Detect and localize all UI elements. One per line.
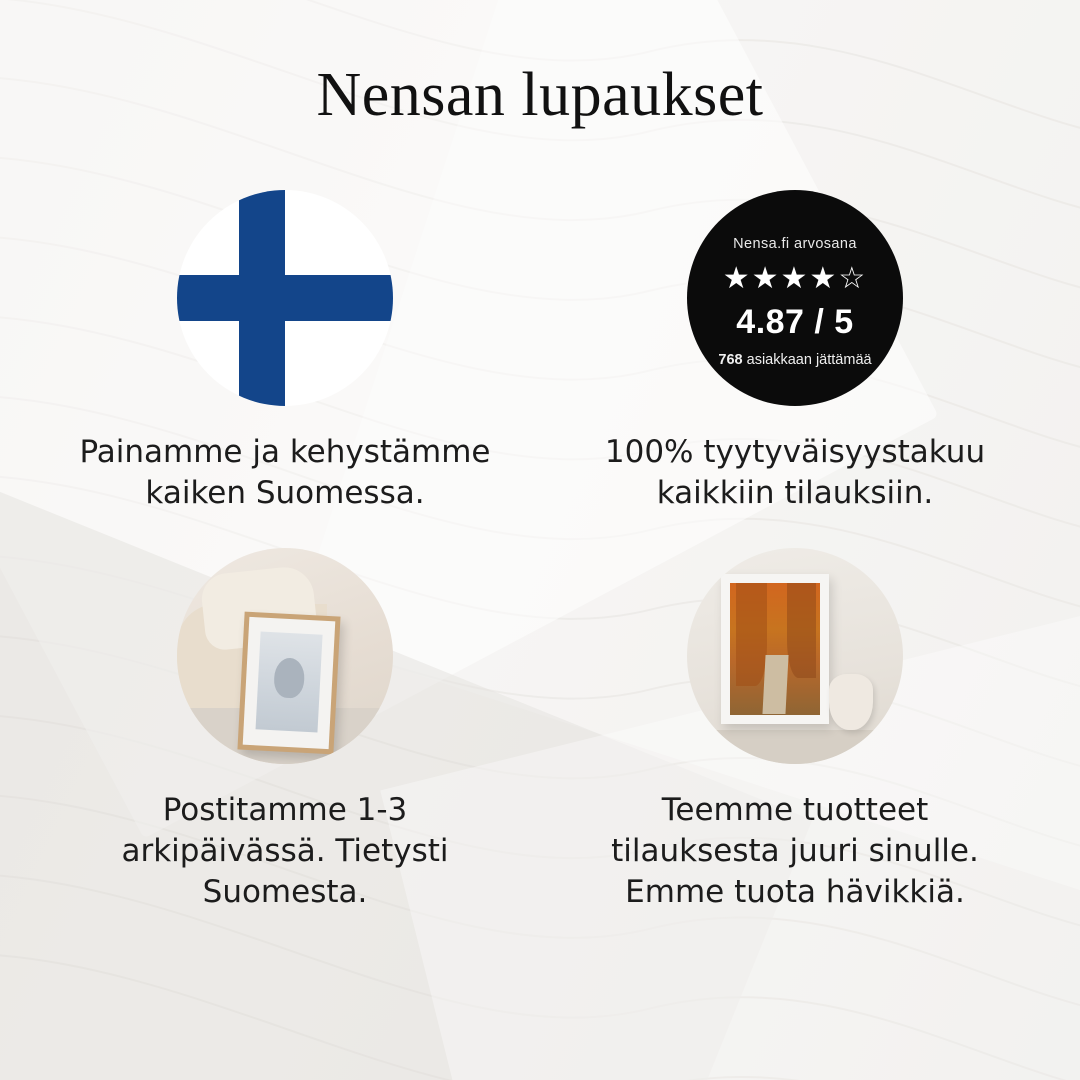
rating-count <box>718 352 871 368</box>
promise-item-shipping-time <box>40 548 530 913</box>
star-rating-icon: ★★★★☆ <box>722 262 868 295</box>
frame-artwork <box>256 631 323 732</box>
promises-grid <box>40 190 1040 913</box>
framed-print-on-sofa-photo <box>177 548 393 764</box>
page-title: Nensan lupaukset <box>316 61 764 129</box>
picture-frame <box>721 574 829 724</box>
promise-caption: 100% tyytyväisyystakuu kaikkiin tilauksiin. <box>604 434 986 511</box>
finland-flag-icon <box>177 190 393 406</box>
flag-horizontal-bar <box>177 275 393 321</box>
promise-caption: Postitamme 1-3 arkipäivässä. Tietysti Suomesta. <box>121 791 449 910</box>
vase-shape <box>829 674 873 730</box>
frame-mat <box>243 617 336 749</box>
dried-grass <box>817 618 869 680</box>
promise-item-domestic-production <box>40 190 530 514</box>
promise-item-satisfaction-guarantee <box>550 190 1040 514</box>
artwork-tree-right <box>787 583 816 678</box>
artwork-figure <box>273 658 305 700</box>
rating-count-number: 768 <box>718 352 743 368</box>
rating-count-text: asiakkaan jättämää <box>746 352 872 368</box>
rating-source-label: Nensa.fi arvosana <box>733 236 857 252</box>
promise-caption: Painamme ja kehystämme kaiken Suomessa. <box>79 434 491 511</box>
artwork-path <box>763 655 790 714</box>
rating-badge <box>687 190 903 406</box>
frame-artwork <box>730 583 820 715</box>
autumn-print-with-vase-photo <box>687 548 903 764</box>
artwork-tree-left <box>736 583 767 686</box>
floor-shape <box>687 730 903 764</box>
rating-score: 4.87 / 5 <box>736 303 854 341</box>
picture-frame <box>237 611 340 754</box>
promise-caption: Teemme tuotteet tilauksesta juuri sinulle. Emme tuota hävikkiä. <box>611 791 979 910</box>
promise-item-made-to-order <box>550 548 1040 913</box>
